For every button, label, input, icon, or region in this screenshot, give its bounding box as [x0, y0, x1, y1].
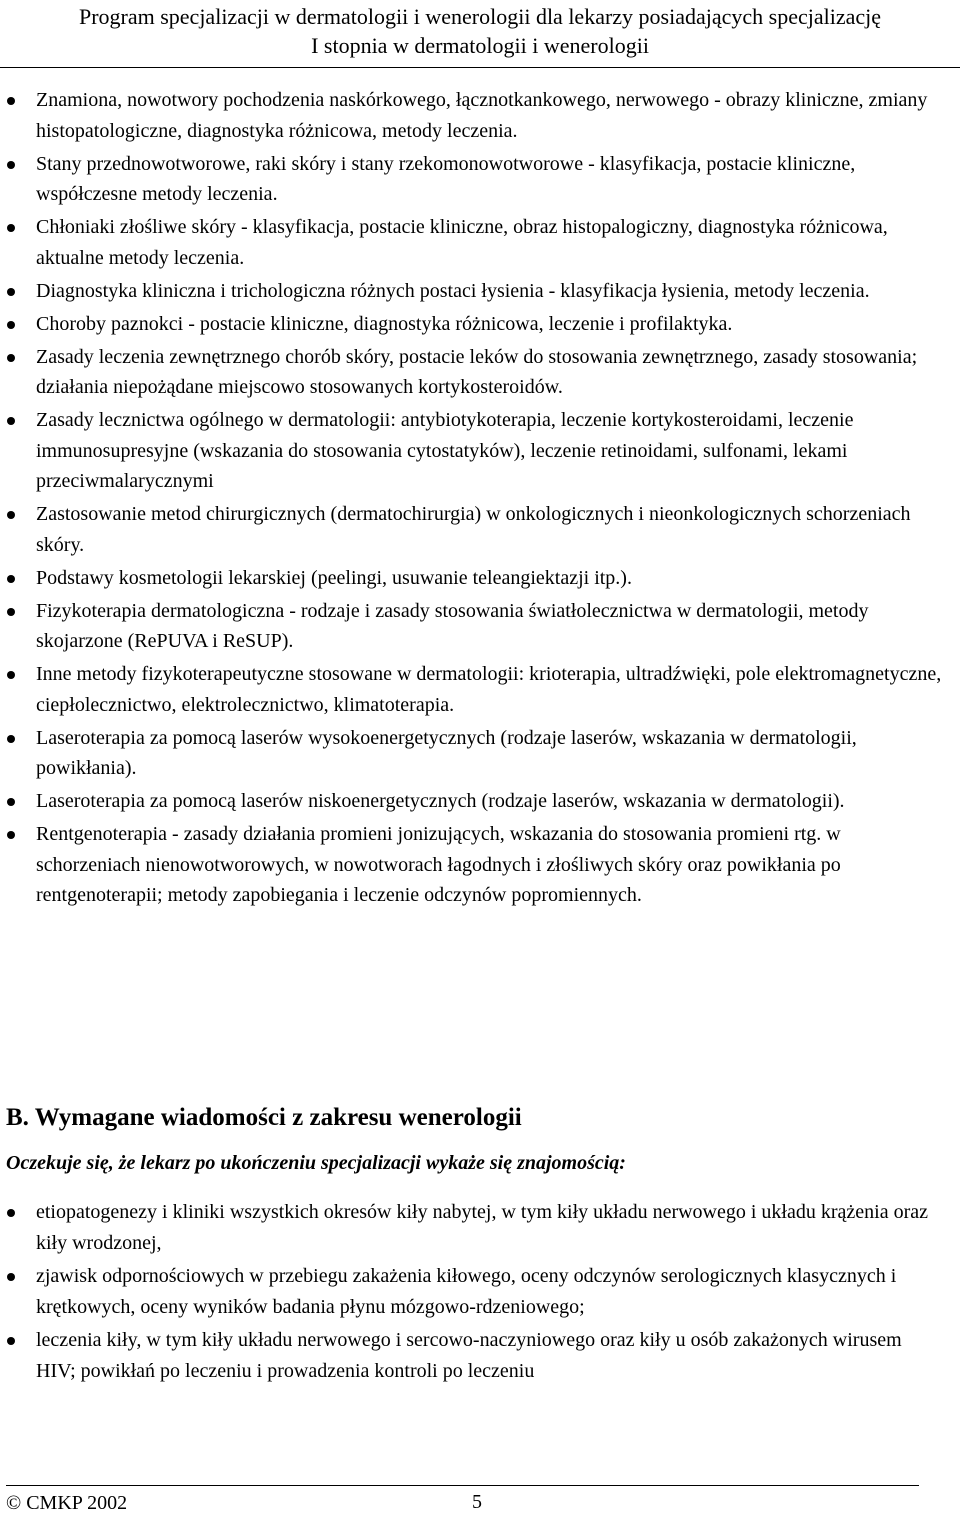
list-item — [0, 723, 945, 784]
list-item — [0, 342, 945, 403]
list-item-text: Inne metody fizykoterapeutyczne stosowane w dermatologii: krioterapia, ultradźwięki, pole elektromagnetyczne, ciepłolecznictwo, elektrolecznictwo, klimatoterapia. — [36, 663, 942, 716]
list-item-text: Laseroterapia za pomocą laserów wysokoenergetycznych (rodzaje laserów, wskazania w dermatologii, powikłania). — [36, 726, 857, 779]
bullet-icon — [7, 97, 15, 105]
section-heading: B. Wymagane wiadomości z zakresu wenerologii — [6, 1104, 522, 1131]
bullet-icon — [7, 575, 15, 583]
list-item — [0, 499, 945, 560]
list-item — [0, 149, 945, 210]
bullet-icon — [7, 831, 15, 839]
header-title-line-1: Program specjalizacji w dermatologii i wenerologii dla lekarzy posiadających specjalizację — [78, 4, 882, 29]
list-item-text: Diagnostyka kliniczna i trichologiczna różnych postaci łysienia - klasyfikacja łysienia, metody leczenia. — [36, 279, 870, 302]
list-item — [0, 309, 945, 340]
dermatology-topics-list — [0, 85, 945, 913]
list-item-text: etiopatogenezy i kliniki wszystkich okresów kiły nabytej, w tym kiły układu nerwowego i układu krążenia oraz kiły wrodzonej, — [36, 1201, 928, 1254]
page-header — [0, 0, 960, 68]
list-item — [0, 1197, 945, 1258]
bullet-icon — [7, 1273, 15, 1281]
bullet-icon — [7, 321, 15, 329]
list-item — [0, 85, 945, 146]
bullet-icon — [7, 354, 15, 362]
bullet-icon — [7, 1337, 15, 1345]
footer-divider — [6, 1485, 919, 1486]
list-item — [0, 563, 945, 594]
list-item-text: Choroby paznokci - postacie kliniczne, diagnostyka różnicowa, leczenie i profilaktyka. — [36, 312, 733, 335]
footer-copyright: © CMKP 2002 — [6, 1492, 128, 1514]
list-item-text: Zastosowanie metod chirurgicznych (dermatochirurgia) w onkologicznych i nieonkologicznych schorzeniach skóry. — [36, 503, 911, 556]
list-item — [0, 212, 945, 273]
list-item-text: Rentgenoterapia - zasady działania promieni jonizujących, wskazania do stosowania promieni rtg. w schorzeniach nienowotworowych, w nowotworach łagodnych i złośliwych skóry oraz powikłania po rentgenoterapii; metody zapobiegania i leczenie odczynów popromiennych. — [36, 823, 841, 906]
bullet-icon — [7, 608, 15, 616]
list-item-text: Zasady lecznictwa ogólnego w dermatologii: antybiotykoterapia, leczenie kortykosteroidami, leczenie immunosupresyjne (wskazania do stosowania cytostatyków), leczenie retinoidami, sulfonami, lekami przeciwmalarycznymi — [36, 409, 854, 492]
header-title-line-2: I stopnia w dermatologii i wenerologii — [311, 33, 649, 58]
list-item — [0, 276, 945, 307]
list-item-text: leczenia kiły, w tym kiły układu nerwowego i sercowo-naczyniowego oraz kiły u osób zakażonych wirusem HIV; powikłań po leczeniu i prowadzenia kontroli po leczeniu — [36, 1329, 902, 1382]
bullet-icon — [7, 1209, 15, 1217]
list-item — [0, 596, 945, 657]
list-item — [0, 405, 945, 497]
bullet-icon — [7, 161, 15, 169]
list-item — [0, 819, 945, 911]
venereology-requirements-list — [0, 1197, 945, 1389]
list-item-text: zjawisk odpornościowych w przebiegu zakażenia kiłowego, oceny odczynów serologicznych klasycznych i krętkowych, oceny wyników badania płynu mózgowo-rdzeniowego; — [36, 1265, 897, 1318]
list-item — [0, 786, 945, 817]
page-number: 5 — [472, 1491, 482, 1513]
list-item-text: Fizykoterapia dermatologiczna - rodzaje i zasady stosowania światłolecznictwa w dermatologii, metody skojarzone (RePUVA i ReSUP). — [36, 599, 869, 652]
list-item-text: Podstawy kosmetologii lekarskiej (peelingi, usuwanie teleangiektazji itp.). — [36, 566, 632, 589]
section-subheading: Oczekuje się, że lekarz po ukończeniu specjalizacji wykaże się znajomością: — [6, 1152, 626, 1174]
list-item — [0, 659, 945, 720]
bullet-icon — [7, 671, 15, 679]
bullet-icon — [7, 224, 15, 232]
bullet-icon — [7, 288, 15, 296]
list-item-text: Chłoniaki złośliwe skóry - klasyfikacja, postacie kliniczne, obraz histopalogiczny, diagnostyka różnicowa, aktualne metody leczenia. — [36, 216, 888, 269]
bullet-icon — [7, 511, 15, 519]
bullet-icon — [7, 417, 15, 425]
bullet-icon — [7, 735, 15, 743]
list-item — [0, 1325, 945, 1386]
list-item-text: Zasady leczenia zewnętrznego chorób skóry, postacie leków do stosowania zewnętrznego, zasady stosowania; działania niepożądane miejscowo stosowanych kortykosteroidów. — [36, 345, 918, 398]
list-item — [0, 1261, 945, 1322]
list-item-text: Laseroterapia za pomocą laserów niskoenergetycznych (rodzaje laserów, wskazania w dermatologii). — [36, 790, 845, 812]
list-item-text: Stany przednowotworowe, raki skóry i stany rzekomonowotworowe - klasyfikacja, postacie kliniczne, współczesne metody leczenia. — [36, 152, 856, 205]
list-item-text: Znamiona, nowotwory pochodzenia naskórkowego, łącznotkankowego, nerwowego - obrazy kliniczne, zmiany histopatologiczne, diagnostyka różnicowa, metody leczenia. — [36, 89, 928, 142]
bullet-icon — [7, 798, 15, 806]
